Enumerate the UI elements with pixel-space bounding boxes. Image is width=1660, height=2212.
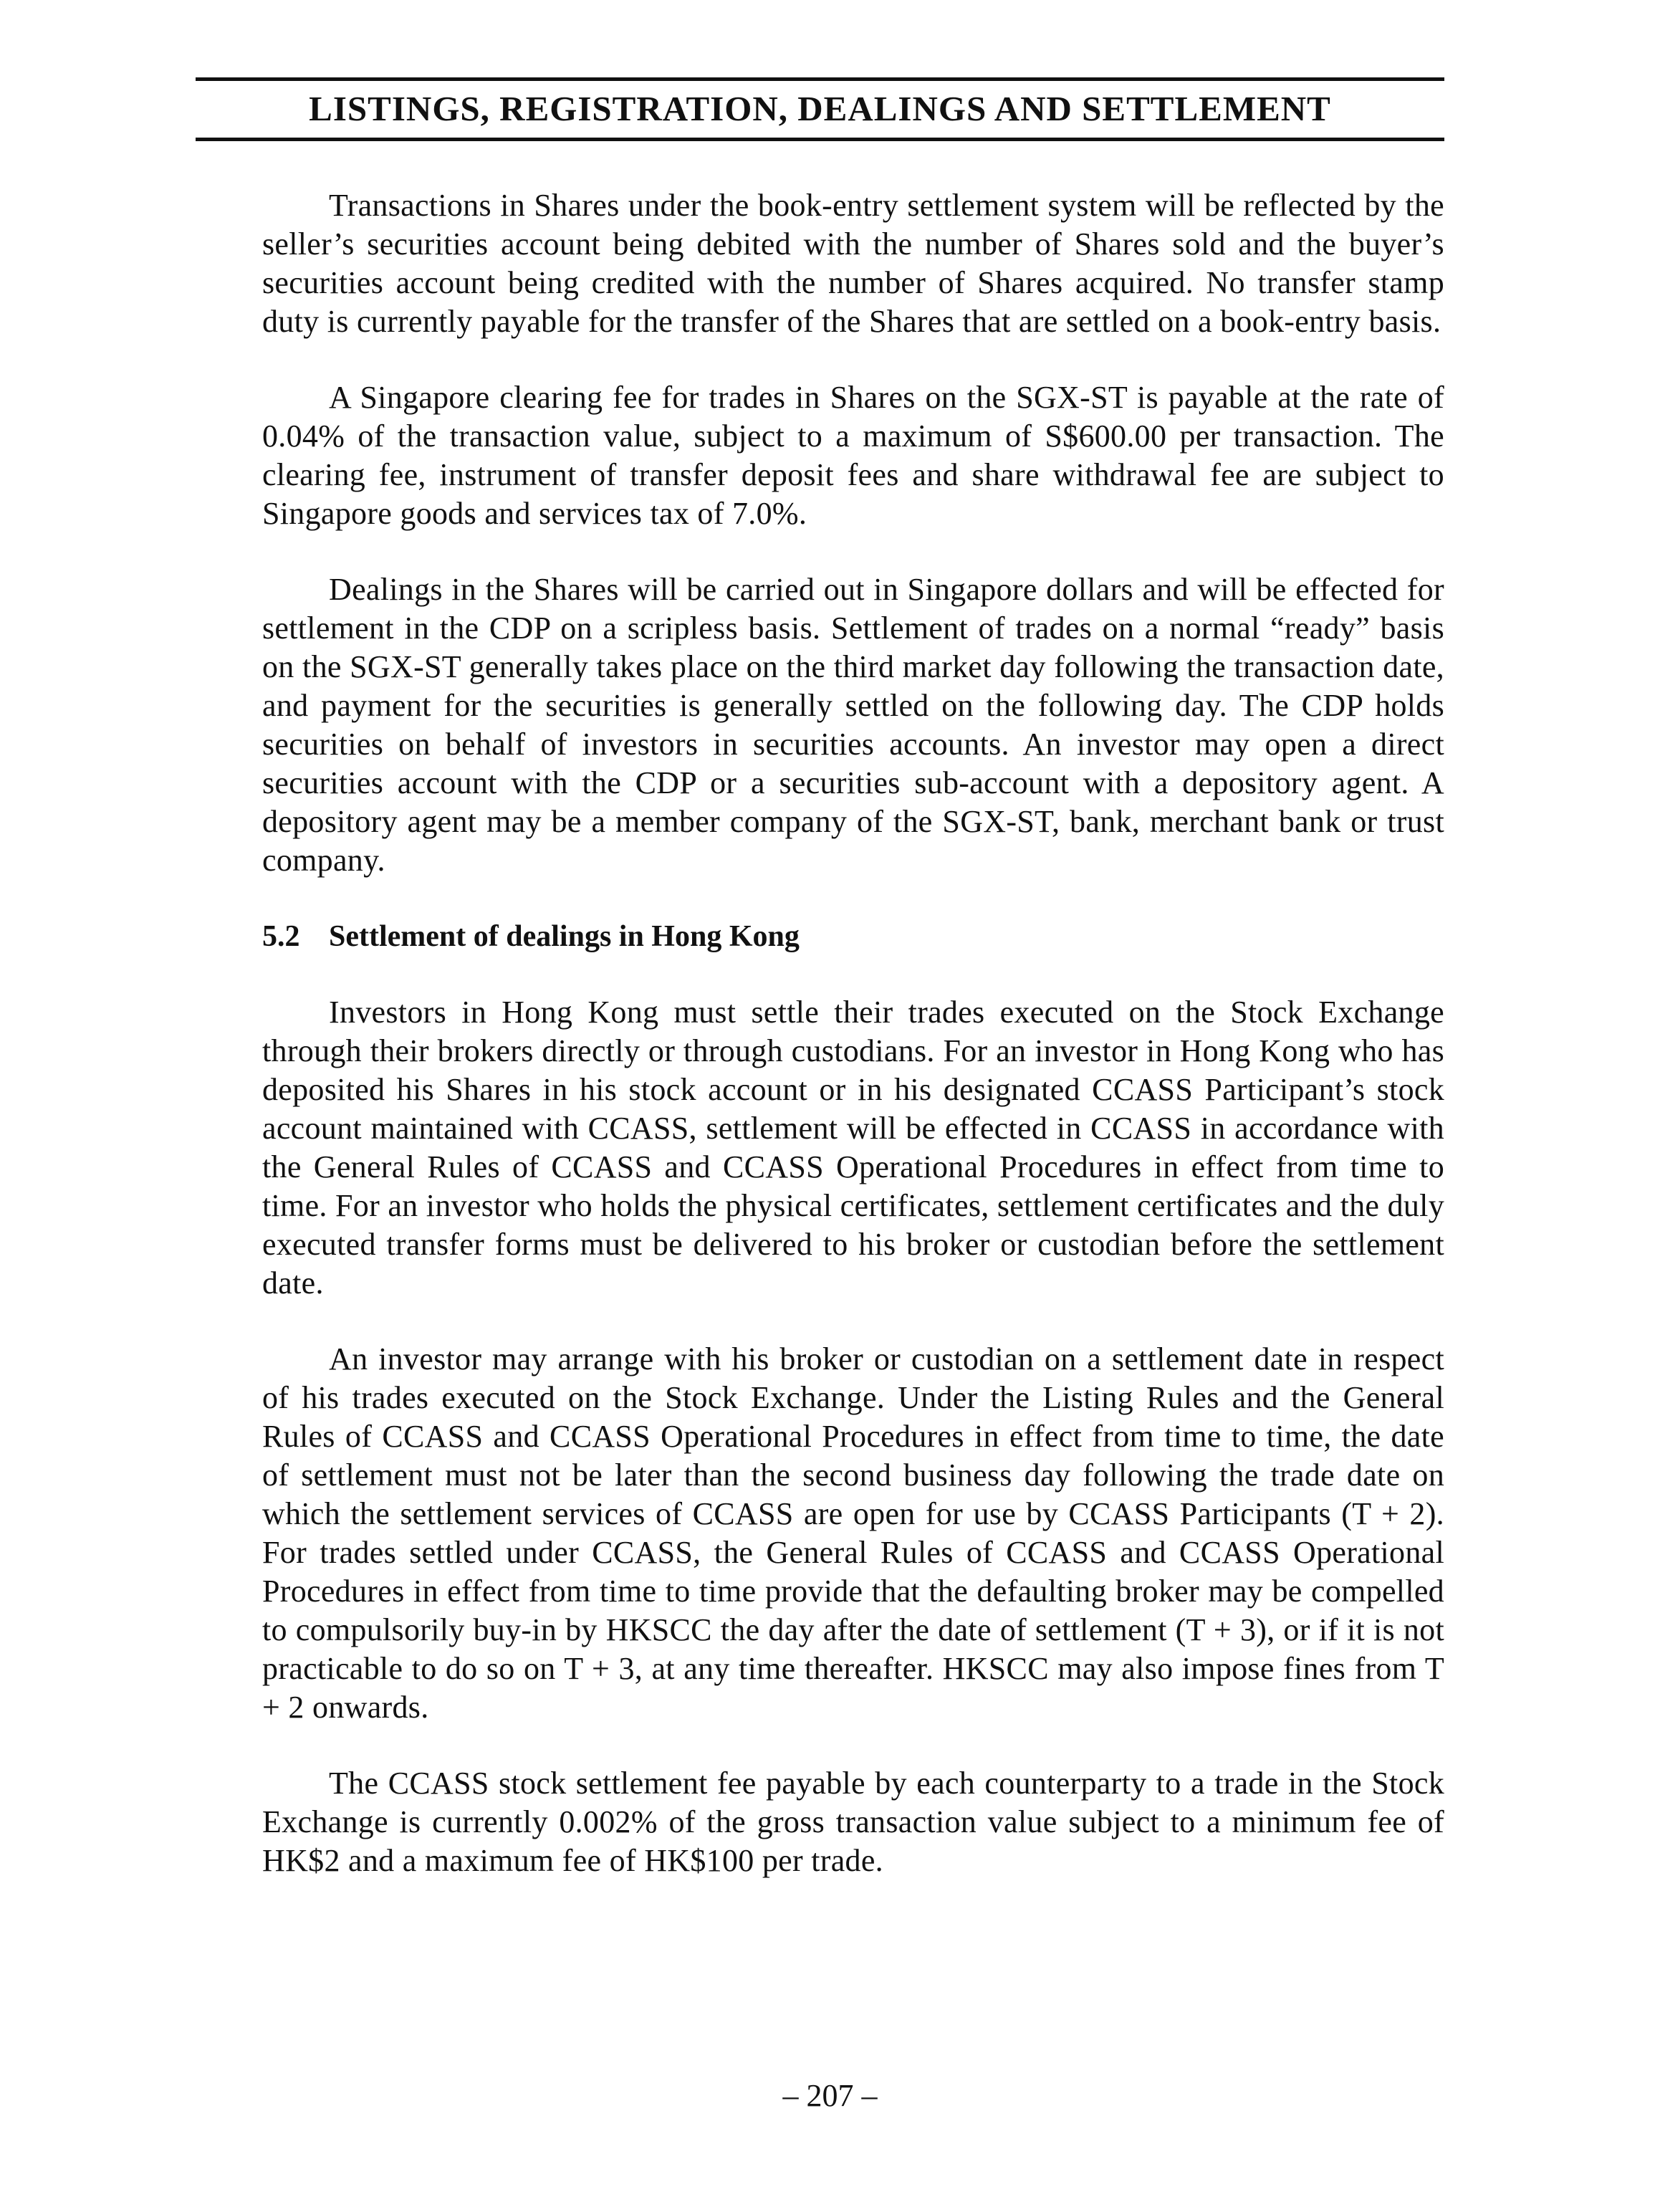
paragraph-hong-kong-investors: Investors in Hong Kong must settle their trades executed on the Stock Exchange through their brokers directly or through custodians. For an investor in Hong Kong who has deposited his Shares in his stock account or in his designated CCASS Participant’s stock account maintained with CCASS, settlement will be effected in CCASS in accordance with the General Rules of CCASS and CCASS Operational Procedures in effect from time to time. For an investor who holds the physical certificates, settlement certificates and the duly executed transfer forms must be delivered to his broker or custodian before the settlement date. xyxy=(262,995,1444,1301)
header-bottom-rule xyxy=(196,138,1444,141)
section-number: 5.2 xyxy=(262,920,300,953)
header-title: LISTINGS, REGISTRATION, DEALINGS AND SETTLEMENT xyxy=(309,89,1331,128)
paragraph-singapore-dealings: Dealings in the Shares will be carried out in Singapore dollars and will be effected for settlement in the CDP on a scripless basis. Settlement of trades on a normal “ready” basis on the SGX-ST generally takes place on the third market day following the transaction date, and payment for the securities is generally settled on the following day. The CDP holds securities on behalf of investors in securities accounts. An investor may open a direct securities account with the CDP or a securities sub-account with a depository agent. A depository agent may be a member company of the SGX-ST, bank, merchant bank or trust company. xyxy=(262,572,1444,878)
section-title: Settlement of dealings in Hong Kong xyxy=(329,920,800,953)
section-heading xyxy=(262,917,1444,956)
paragraph-ccass-fee: The CCASS stock settlement fee payable by each counterparty to a trade in the Stock Exchange is currently 0.002% of the gross transaction value subject to a minimum fee of HK$2 and a maximum fee of HK$100 per trade. xyxy=(262,1766,1444,1878)
paragraph-singapore-clearing-fee: A Singapore clearing fee for trades in Shares on the SGX-ST is payable at the rate of 0.04% of the transaction value, subject to a maximum of S$600.00 per transaction. The clearing fee, instrument of transfer deposit fees and share withdrawal fee are subject to Singapore goods and services tax of 7.0%. xyxy=(262,380,1444,531)
header-top-rule xyxy=(196,77,1444,81)
paragraph-settlement-date: An investor may arrange with his broker or custodian on a settlement date in respect of his trades executed on the Stock Exchange. Under the Listing Rules and the General Rules of CCASS and CCASS Operational Procedures in effect from time to time, the date of settlement must not be later than the second business day following the trade date on which the settlement services of CCASS are open for use by CCASS Participants (T + 2). For trades settled under CCASS, the General Rules of CCASS and CCASS Operational Procedures in effect from time to time provide that the defaulting broker may be compelled to compulsorily buy-in by HKSCC the day after the date of settlement (T + 3), or if it is not practicable to do so on T + 3, at any time thereafter. HKSCC may also impose fines from T + 2 onwards. xyxy=(262,1341,1444,1725)
page-number: – 207 – xyxy=(782,2078,878,2113)
document-body xyxy=(262,186,1444,1917)
paragraph-book-entry-transactions: Transactions in Shares under the book-entry settlement system will be reflected by the seller’s securities account being debited with the number of Shares sold and the buyer’s securities account being credited with the number of Shares acquired. No transfer stamp duty is currently payable for the transfer of the Shares that are settled on a book-entry basis. xyxy=(262,188,1444,339)
